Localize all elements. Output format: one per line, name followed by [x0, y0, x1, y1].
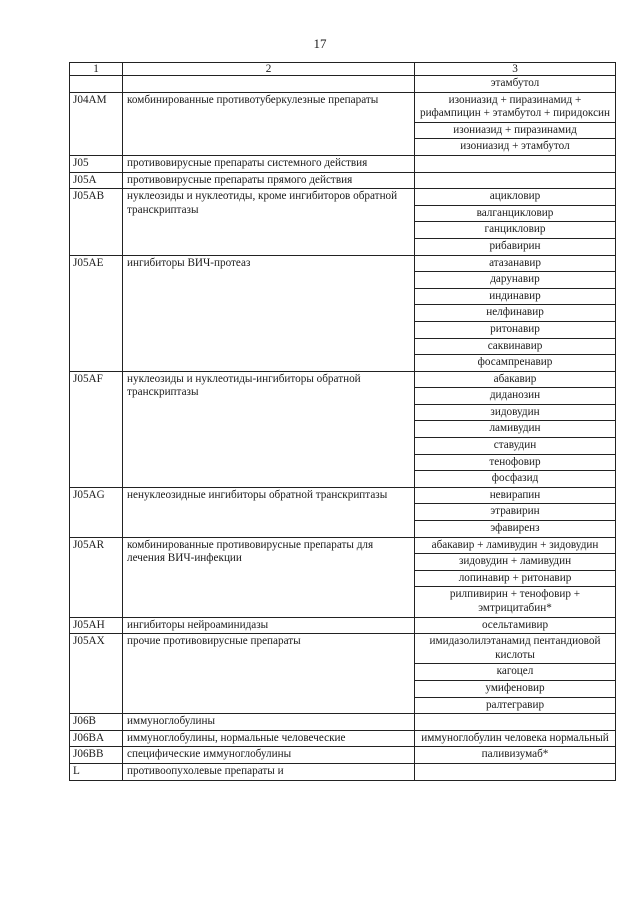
drug-name: ритонавир	[415, 321, 616, 338]
group-name: прочие противовирусные препараты	[123, 634, 415, 714]
drug-name: рилпивирин + тенофовир + эмтрицитабин*	[415, 587, 616, 617]
column-header: 2	[123, 63, 415, 76]
table-row	[70, 714, 616, 731]
atc-code: J05AX	[70, 634, 123, 714]
table-row	[70, 92, 616, 122]
group-name: комбинированные противовирусные препараты для лечения ВИЧ-инфекции	[123, 537, 415, 617]
page-number: 17	[313, 36, 327, 51]
atc-code	[70, 76, 123, 93]
table-row	[70, 730, 616, 747]
group-name: комбинированные противотуберкулезные препараты	[123, 92, 415, 155]
drug-name: диданозин	[415, 388, 616, 405]
table-row	[70, 371, 616, 388]
group-name: противоопухолевые препараты и	[123, 763, 415, 780]
drug-name: ацикловир	[415, 189, 616, 206]
drug-name: ралтегравир	[415, 697, 616, 714]
drug-name: этравирин	[415, 504, 616, 521]
drug-name	[415, 763, 616, 780]
drug-name: зидовудин	[415, 404, 616, 421]
drug-name: нелфинавир	[415, 305, 616, 322]
table-row	[70, 747, 616, 764]
group-name: ингибиторы ВИЧ-протеаз	[123, 255, 415, 371]
drug-name: ставудин	[415, 438, 616, 455]
drug-name: ганцикловир	[415, 222, 616, 239]
atc-code: J05AF	[70, 371, 123, 487]
atc-code: J05AB	[70, 189, 123, 255]
drug-name: эфавиренз	[415, 521, 616, 538]
atc-code: J05AE	[70, 255, 123, 371]
atc-code: J05AR	[70, 537, 123, 617]
table-row	[70, 76, 616, 93]
group-name: иммуноглобулины	[123, 714, 415, 731]
table-row	[70, 155, 616, 172]
drug-name: изониазид + пиразинамид + рифампицин + этамбутол + пиридоксин	[415, 92, 616, 122]
atc-code: J05A	[70, 172, 123, 189]
drug-name: тенофовир	[415, 454, 616, 471]
table-row	[70, 763, 616, 780]
drug-name	[415, 172, 616, 189]
drug-name: этамбутол	[415, 76, 616, 93]
drug-name: осельтамивир	[415, 617, 616, 634]
drug-name: ламивудин	[415, 421, 616, 438]
drug-name	[415, 714, 616, 731]
drug-name: лопинавир + ритонавир	[415, 570, 616, 587]
table-row	[70, 189, 616, 206]
drug-name: невирапин	[415, 487, 616, 504]
atc-code: L	[70, 763, 123, 780]
group-name: ингибиторы нейроаминидазы	[123, 617, 415, 634]
drug-name: изониазид + пиразинамид	[415, 122, 616, 139]
table-row	[70, 617, 616, 634]
drug-name: дарунавир	[415, 272, 616, 289]
drug-table	[69, 62, 616, 781]
group-name: нуклеозиды и нуклеотиды-ингибиторы обратной транскриптазы	[123, 371, 415, 487]
drug-name: умифеновир	[415, 680, 616, 697]
group-name	[123, 76, 415, 93]
drug-name: кагоцел	[415, 664, 616, 681]
drug-name: индинавир	[415, 288, 616, 305]
drug-name: фосампренавир	[415, 355, 616, 372]
group-name: противовирусные препараты системного действия	[123, 155, 415, 172]
group-name: иммуноглобулины, нормальные человеческие	[123, 730, 415, 747]
drug-name	[415, 155, 616, 172]
group-name: ненуклеозидные ингибиторы обратной транскриптазы	[123, 487, 415, 537]
drug-name: паливизумаб*	[415, 747, 616, 764]
drug-name: зидовудин + ламивудин	[415, 554, 616, 571]
table-row	[70, 537, 616, 554]
group-name: противовирусные препараты прямого действия	[123, 172, 415, 189]
column-header: 1	[70, 63, 123, 76]
drug-name: валганцикловир	[415, 205, 616, 222]
drug-name: рибавирин	[415, 238, 616, 255]
drug-name: изониазид + этамбутол	[415, 139, 616, 156]
atc-code: J06B	[70, 714, 123, 731]
atc-code: J04AM	[70, 92, 123, 155]
drug-name: абакавир + ламивудин + зидовудин	[415, 537, 616, 554]
drug-name: саквинавир	[415, 338, 616, 355]
atc-code: J06BB	[70, 747, 123, 764]
drug-name: абакавир	[415, 371, 616, 388]
table-row	[70, 487, 616, 504]
atc-code: J05	[70, 155, 123, 172]
drug-name: фосфазид	[415, 471, 616, 488]
group-name: нуклеозиды и нуклеотиды, кроме ингибиторов обратной транскриптазы	[123, 189, 415, 255]
column-header: 3	[415, 63, 616, 76]
table-header-row	[70, 63, 616, 76]
drug-name: иммуноглобулин человека нормальный	[415, 730, 616, 747]
drug-name: имидазолилэтанамид пентандиовой кислоты	[415, 634, 616, 664]
table-row	[70, 172, 616, 189]
atc-code: J05AG	[70, 487, 123, 537]
table-row	[70, 634, 616, 664]
table-row	[70, 255, 616, 272]
atc-code: J06BA	[70, 730, 123, 747]
drug-name: атазанавир	[415, 255, 616, 272]
atc-code: J05AH	[70, 617, 123, 634]
group-name: специфические иммуноглобулины	[123, 747, 415, 764]
